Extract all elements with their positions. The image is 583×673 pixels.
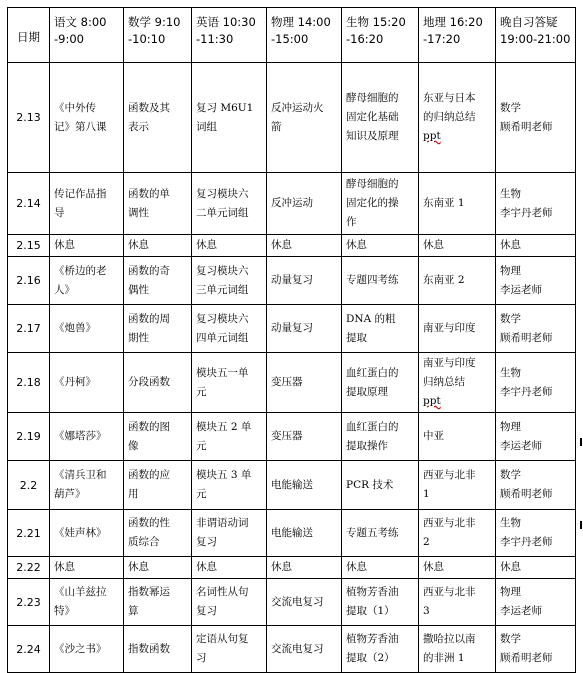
cell-text: 撒哈拉以南 — [423, 633, 476, 645]
biology-cell — [342, 461, 419, 510]
table-row — [8, 353, 576, 413]
english-cell — [192, 353, 267, 413]
geography-cell — [419, 235, 496, 257]
header-label: -16:20 — [346, 32, 384, 46]
cell-text: 固定化的操 — [346, 197, 399, 209]
english-cell — [192, 510, 267, 557]
cell-text: 像 — [128, 439, 139, 452]
table-row — [8, 63, 576, 173]
cell-text: 变压器 — [271, 430, 303, 442]
physics-cell — [267, 235, 342, 257]
cell-text: PCR 技术 — [346, 478, 394, 491]
physics-cell — [267, 413, 342, 461]
evening-qa-cell — [496, 235, 576, 257]
chinese-cell — [50, 626, 124, 673]
cell-text: 元 — [196, 439, 207, 452]
date-cell: 2.2 — [8, 461, 50, 510]
cell-text: 东南亚 2 — [423, 274, 465, 286]
physics-cell — [267, 173, 342, 235]
cell-text: 反冲运动火 — [271, 101, 324, 114]
english-cell — [192, 557, 267, 579]
cell-text: 休息 — [346, 561, 367, 573]
date-cell: 2.16 — [8, 257, 50, 305]
cell-text: ppt — [423, 130, 441, 142]
cell-text: 植物芳香油 — [346, 586, 399, 598]
table-row — [8, 557, 576, 579]
cell-text: 分段函数 — [128, 376, 170, 388]
cell-text: 葫芦》 — [54, 488, 86, 500]
cell-text: ppt — [423, 395, 441, 407]
cell-text: 传记作品指 — [54, 187, 107, 200]
page-edge-mark — [580, 438, 582, 446]
geography-cell — [419, 626, 496, 673]
cell-text: 函数的应 — [128, 469, 170, 481]
cell-text: 用 — [128, 488, 139, 500]
math-cell — [124, 353, 192, 413]
geography-cell — [419, 305, 496, 353]
cell-text: 休息 — [271, 239, 292, 251]
cell-text: 调性 — [128, 206, 149, 219]
geography-cell — [419, 413, 496, 461]
evening-qa-cell — [496, 461, 576, 510]
cell-text: 模块五 2 单 — [196, 420, 252, 433]
cell-text: 南亚与印度 — [423, 357, 476, 369]
cell-text: 导 — [54, 206, 65, 219]
cell-text: 函数的性 — [128, 517, 170, 529]
header-evening-qa — [496, 8, 576, 63]
cell-text: 名词性从句 — [196, 586, 249, 598]
cell-text: 期性 — [128, 331, 149, 344]
english-cell — [192, 173, 267, 235]
physics-cell — [267, 557, 342, 579]
header-physics — [267, 8, 342, 63]
physics-cell — [267, 461, 342, 510]
biology-cell — [342, 626, 419, 673]
biology-cell — [342, 257, 419, 305]
table-row — [8, 626, 576, 673]
cell-text: 作 — [346, 216, 357, 228]
cell-text: 物理 — [500, 264, 521, 277]
header-label: 物理 14:00 — [271, 15, 331, 29]
cell-text: 的归纳总结 — [423, 111, 476, 123]
geography-cell — [419, 257, 496, 305]
date-cell: 2.13 — [8, 63, 50, 173]
header-geography — [419, 8, 496, 63]
chinese-cell — [50, 63, 124, 173]
geography-cell — [419, 461, 496, 510]
cell-text: 知识及原理 — [346, 130, 399, 142]
header-label: -17:20 — [423, 32, 461, 46]
cell-text: 2 — [423, 536, 430, 548]
cell-text: 变压器 — [271, 376, 303, 388]
table-body — [8, 63, 576, 673]
cell-text: 顾希明老师 — [500, 331, 553, 344]
cell-text: 四单元词组 — [196, 331, 249, 344]
biology-cell — [342, 413, 419, 461]
date-cell: 2.18 — [8, 353, 50, 413]
cell-text: 二单元词组 — [196, 206, 249, 219]
cell-text: 休息 — [54, 561, 75, 573]
cell-text: 血红蛋白的 — [346, 366, 399, 379]
header-english — [192, 8, 267, 63]
cell-text: 归纳总结 — [423, 376, 465, 388]
english-cell — [192, 626, 267, 673]
table-row — [8, 510, 576, 557]
biology-cell — [342, 579, 419, 626]
math-cell — [124, 63, 192, 173]
cell-text: 表示 — [128, 120, 149, 133]
cell-text: 休息 — [500, 239, 521, 251]
cell-text: 血红蛋白的 — [346, 420, 399, 433]
cell-text: 函数及其 — [128, 101, 170, 114]
biology-cell — [342, 353, 419, 413]
cell-text: 物理 — [500, 586, 521, 598]
cell-text: 复习 — [196, 536, 217, 548]
cell-text: 休息 — [128, 561, 149, 573]
math-cell — [124, 257, 192, 305]
math-cell — [124, 626, 192, 673]
physics-cell — [267, 257, 342, 305]
header-label: 晚自习答疑 — [500, 15, 558, 29]
cell-text: 生物 — [500, 517, 521, 529]
cell-text: 反冲运动 — [271, 197, 313, 209]
cell-text: 动量复习 — [271, 322, 313, 334]
cell-text: 李运老师 — [500, 283, 542, 296]
cell-text: 箭 — [271, 120, 282, 133]
cell-text: 李宇丹老师 — [500, 206, 553, 219]
cell-text: 顾希明老师 — [500, 488, 553, 500]
cell-text: 数学 — [500, 633, 521, 645]
cell-text: 物理 — [500, 420, 521, 433]
evening-qa-cell — [496, 413, 576, 461]
cell-text: 复习模块六 — [196, 187, 249, 200]
cell-text: 西亚与北非 — [423, 586, 476, 598]
chinese-cell — [50, 257, 124, 305]
math-cell — [124, 173, 192, 235]
cell-text: 《娜塔莎》 — [54, 430, 107, 442]
review-schedule-table — [7, 7, 576, 673]
cell-text: 中亚 — [423, 430, 444, 442]
cell-text: 交流电复习 — [271, 642, 324, 655]
cell-text: 《清兵卫和 — [54, 469, 107, 481]
chinese-cell — [50, 305, 124, 353]
cell-text: 偶性 — [128, 283, 149, 296]
cell-text: 休息 — [196, 239, 217, 251]
cell-text: 习 — [196, 652, 207, 664]
biology-cell — [342, 510, 419, 557]
header-label: 数学 9:10 — [128, 15, 181, 29]
cell-text: 《中外传 — [54, 101, 96, 114]
cell-text: 的非洲 1 — [423, 652, 465, 664]
cell-text: 三单元词组 — [196, 283, 249, 296]
chinese-cell — [50, 173, 124, 235]
english-cell — [192, 461, 267, 510]
cell-text: 顾希明老师 — [500, 120, 553, 133]
cell-text: 南亚与印度 — [423, 322, 476, 334]
cell-text: 西亚与北非 — [423, 517, 476, 529]
cell-text: 东南亚 1 — [423, 197, 465, 209]
cell-text: 函数的单 — [128, 187, 170, 200]
cell-text: 李宇丹老师 — [500, 385, 553, 398]
cell-text: 提取 — [346, 331, 367, 344]
geography-cell — [419, 63, 496, 173]
geography-cell — [419, 173, 496, 235]
chinese-cell — [50, 510, 124, 557]
math-cell — [124, 510, 192, 557]
cell-text: 《山羊兹拉 — [54, 586, 107, 598]
header-label: 19:00-21:00 — [500, 32, 571, 46]
header-label: 地理 16:20 — [423, 15, 483, 29]
evening-qa-cell — [496, 305, 576, 353]
chinese-cell — [50, 461, 124, 510]
header-math — [124, 8, 192, 63]
cell-text: 李运老师 — [500, 605, 542, 617]
cell-text: 酵母细胞的 — [346, 92, 399, 104]
cell-text: 动量复习 — [271, 274, 313, 286]
table-row — [8, 257, 576, 305]
evening-qa-cell — [496, 626, 576, 673]
date-cell: 2.22 — [8, 557, 50, 579]
date-cell: 2.17 — [8, 305, 50, 353]
cell-text: 李运老师 — [500, 439, 542, 452]
chinese-cell — [50, 353, 124, 413]
cell-text: 人》 — [54, 283, 75, 296]
cell-text: 休息 — [128, 239, 149, 251]
table-row — [8, 305, 576, 353]
evening-qa-cell — [496, 353, 576, 413]
cell-text: 休息 — [423, 561, 444, 573]
page-edge-mark — [580, 521, 582, 529]
cell-text: 复习 — [196, 605, 217, 617]
english-cell — [192, 579, 267, 626]
cell-text: 《娃声林》 — [54, 526, 107, 539]
table-row — [8, 235, 576, 257]
chinese-cell — [50, 235, 124, 257]
math-cell — [124, 461, 192, 510]
date-cell: 2.24 — [8, 626, 50, 673]
biology-cell — [342, 305, 419, 353]
cell-text: 数学 — [500, 312, 521, 325]
header-label: -11:30 — [196, 32, 234, 46]
math-cell — [124, 413, 192, 461]
biology-cell — [342, 557, 419, 579]
math-cell — [124, 557, 192, 579]
evening-qa-cell — [496, 579, 576, 626]
cell-text: 《沙之书》 — [54, 642, 107, 655]
cell-text: 休息 — [271, 561, 292, 573]
evening-qa-cell — [496, 257, 576, 305]
cell-text: 《丹柯》 — [54, 376, 96, 388]
cell-text: 质综合 — [128, 536, 160, 548]
math-cell — [124, 305, 192, 353]
cell-text: 休息 — [54, 239, 75, 251]
cell-text: 复习 M6U1 — [196, 101, 254, 114]
cell-text: 专题五考练 — [346, 526, 399, 539]
cell-text: 电能输送 — [271, 478, 313, 491]
cell-text: 李宇丹老师 — [500, 536, 553, 548]
evening-qa-cell — [496, 557, 576, 579]
header-date — [8, 8, 50, 63]
physics-cell — [267, 510, 342, 557]
cell-text: 提取原理 — [346, 385, 388, 398]
cell-text: 词组 — [196, 120, 217, 133]
biology-cell — [342, 235, 419, 257]
header-biology — [342, 8, 419, 63]
header-row — [8, 8, 576, 63]
cell-text: 特》 — [54, 605, 75, 617]
table-row — [8, 579, 576, 626]
geography-cell — [419, 557, 496, 579]
cell-text: 模块五 3 单 — [196, 469, 252, 481]
header-label: 语文 8:00 — [54, 15, 107, 29]
table-row — [8, 173, 576, 235]
physics-cell — [267, 353, 342, 413]
cell-text: 东亚与日本 — [423, 92, 476, 104]
cell-text: 顾希明老师 — [500, 652, 553, 664]
cell-text: 非谓语动词 — [196, 517, 249, 529]
cell-text: 休息 — [423, 239, 444, 251]
cell-text: 休息 — [346, 239, 367, 251]
header-label: 日期 — [17, 30, 40, 44]
cell-text: 交流电复习 — [271, 595, 324, 608]
cell-text: 《桥边的老 — [54, 264, 107, 277]
chinese-cell — [50, 579, 124, 626]
header-label: 英语 10:30 — [196, 15, 256, 29]
cell-text: 西亚与北非 — [423, 469, 476, 481]
cell-text: 提取（2） — [346, 652, 395, 664]
math-cell — [124, 579, 192, 626]
cell-text: DNA 的粗 — [346, 312, 396, 325]
chinese-cell — [50, 557, 124, 579]
date-cell: 2.15 — [8, 235, 50, 257]
english-cell — [192, 305, 267, 353]
cell-text: 元 — [196, 488, 207, 500]
cell-text: 酵母细胞的 — [346, 178, 399, 190]
cell-text: 1 — [423, 488, 430, 500]
cell-text: 3 — [423, 605, 430, 617]
cell-text: 生物 — [500, 366, 521, 379]
cell-text: 提取（1） — [346, 605, 395, 617]
cell-text: 定语从句复 — [196, 633, 249, 645]
cell-text: 专题四考练 — [346, 274, 399, 286]
date-cell: 2.23 — [8, 579, 50, 626]
evening-qa-cell — [496, 173, 576, 235]
english-cell — [192, 257, 267, 305]
cell-text: 函数的奇 — [128, 264, 170, 277]
cell-text: 复习模块六 — [196, 264, 249, 277]
geography-cell — [419, 579, 496, 626]
cell-text: 记》第八课 — [54, 120, 107, 133]
cell-text: 生物 — [500, 187, 521, 200]
date-cell: 2.19 — [8, 413, 50, 461]
physics-cell — [267, 63, 342, 173]
cell-text: 函数的图 — [128, 420, 170, 433]
cell-text: 模块五一单 — [196, 366, 249, 379]
english-cell — [192, 413, 267, 461]
cell-text: 复习模块六 — [196, 312, 249, 325]
physics-cell — [267, 579, 342, 626]
date-cell: 2.21 — [8, 510, 50, 557]
cell-text: 数学 — [500, 469, 521, 481]
geography-cell — [419, 510, 496, 557]
cell-text: 算 — [128, 605, 139, 617]
table-row — [8, 413, 576, 461]
header-label: -10:10 — [128, 32, 166, 46]
date-cell: 2.14 — [8, 173, 50, 235]
cell-text: 指数函数 — [128, 642, 170, 655]
cell-text: 休息 — [196, 561, 217, 573]
cell-text: 函数的周 — [128, 312, 170, 325]
math-cell — [124, 235, 192, 257]
biology-cell — [342, 63, 419, 173]
cell-text: 休息 — [500, 561, 521, 573]
header-chinese — [50, 8, 124, 63]
cell-text: 电能输送 — [271, 526, 313, 539]
geography-cell — [419, 353, 496, 413]
cell-text: 固定化基础 — [346, 111, 399, 123]
chinese-cell — [50, 413, 124, 461]
header-label: -15:00 — [271, 32, 309, 46]
physics-cell — [267, 305, 342, 353]
evening-qa-cell — [496, 63, 576, 173]
header-label: 生物 15:20 — [346, 15, 406, 29]
table-row — [8, 461, 576, 510]
cell-text: 元 — [196, 385, 207, 398]
header-label: -9:00 — [54, 32, 84, 46]
biology-cell — [342, 173, 419, 235]
cell-text: 《炮兽》 — [54, 322, 96, 334]
cell-text: 指数幂运 — [128, 586, 170, 598]
cell-text: 提取操作 — [346, 439, 388, 452]
english-cell — [192, 63, 267, 173]
cell-text: 数学 — [500, 101, 521, 114]
english-cell — [192, 235, 267, 257]
physics-cell — [267, 626, 342, 673]
cell-text: 植物芳香油 — [346, 633, 399, 645]
evening-qa-cell — [496, 510, 576, 557]
